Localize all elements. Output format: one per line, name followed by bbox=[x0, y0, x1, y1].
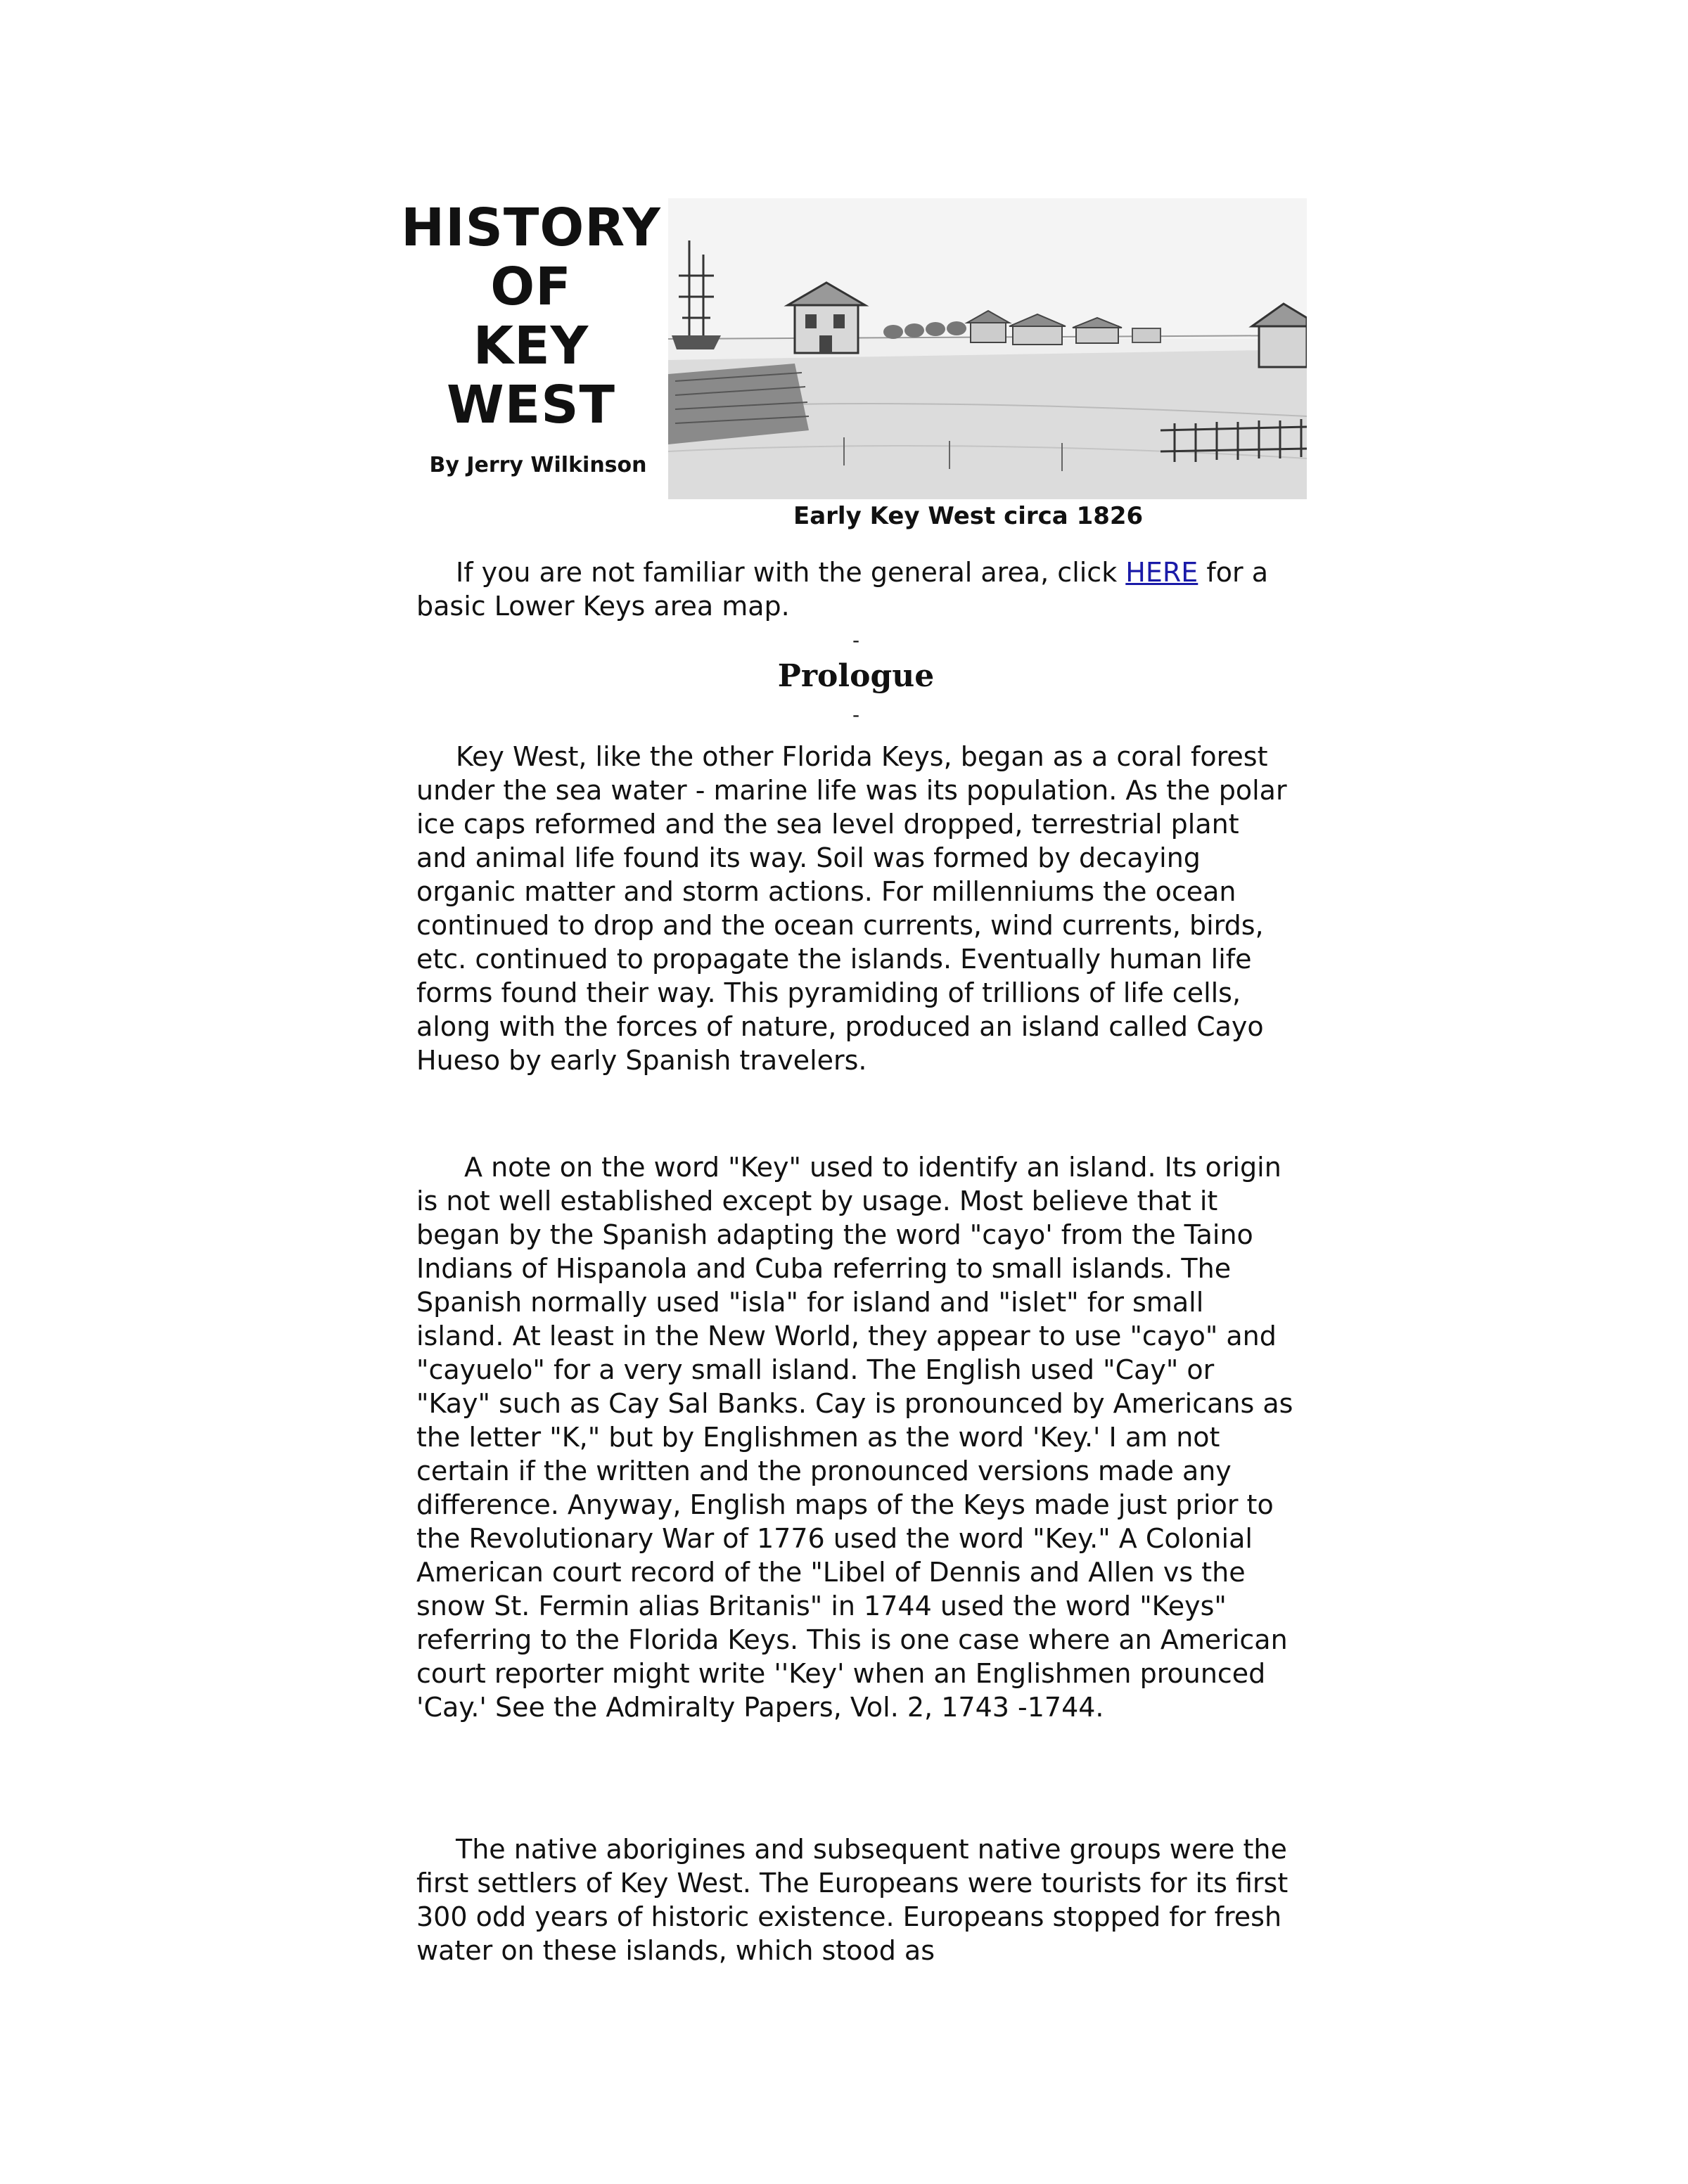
author-byline: By Jerry Wilkinson bbox=[429, 453, 647, 477]
title-line-3: KEY bbox=[473, 316, 589, 376]
intro-before-link: If you are not familiar with the general area, click bbox=[456, 557, 1126, 588]
intro-paragraph bbox=[416, 555, 1296, 623]
paragraph-text: Key West, like the other Florida Keys, began as a coral forest under the sea water - marine life was its population. As the polar ice caps reformed and the sea level dropped, terrestrial plant and animal life found its way. Soil was formed by decaying organic matter and storm actions. For millenniums the ocean continued to drop and the ocean currents, wind currents, birds, etc. continued to propagate the islands. Eventually human life forms found their way. This pyramiding of trillions of life cells, along with the forces of nature, produced an island called Cayo Hueso by early Spanish travelers. bbox=[416, 741, 1287, 1076]
intro-after-link: for a basic Lower Keys area map. bbox=[416, 557, 1268, 622]
separator-top: - bbox=[852, 629, 860, 652]
separator-bottom: - bbox=[852, 703, 860, 726]
intro-text bbox=[416, 555, 1296, 623]
section-title: Prologue bbox=[777, 658, 935, 694]
title-line-1: HISTORY bbox=[401, 198, 661, 258]
title-line-2: OF bbox=[490, 257, 572, 317]
title-line-4: WEST bbox=[447, 375, 615, 435]
paragraph-text: A note on the word "Key" used to identify an island. Its origin is not well established except by usage. Most believe that it began by the Spanish adapting the word "cayo' from the Taino Indians of Hispanola and Cuba referring to small islands. The Spanish normally used "isla" for island and "islet" for small island. At least in the New World, they appear to use "cayo" and "cayuelo" for a very small island. The English used "Cay" or "Kay" such as Cay Sal Banks. Cay is pronounced by Americans as the letter "K," but by Englishmen as the word 'Key.' I am not certain if the written and the pronounced versions made any difference. Anyway, English maps of the Keys made just prior to the Revolutionary War of 1776 used the word "Key." A Colonial American court record of the "Libel of Dennis and Allen vs the snow St. Fermin alias Britanis" in 1744 used the word "Keys" referring to the Florida Keys. This is one case where an American court reporter might write ''Key' when an Englishmen prounced 'Cay.' See the Admiralty Papers, Vol. 2, 1743 -1744. bbox=[416, 1152, 1293, 1723]
area-map-link[interactable]: HERE bbox=[1125, 557, 1198, 588]
early-key-west-sketch bbox=[668, 198, 1307, 499]
paragraph-3 bbox=[416, 1832, 1296, 1967]
image-caption: Early Key West circa 1826 bbox=[793, 502, 1144, 530]
paragraph-text: The native aborigines and subsequent native groups were the first settlers of Key West. The Europeans were tourists for its first 300 odd years of historic existence. Europeans stopped for fresh water on these islands, which stood as bbox=[416, 1834, 1289, 1966]
title-block bbox=[394, 198, 668, 477]
paragraph-2 bbox=[416, 1150, 1296, 1724]
paragraph-1 bbox=[416, 740, 1296, 1077]
